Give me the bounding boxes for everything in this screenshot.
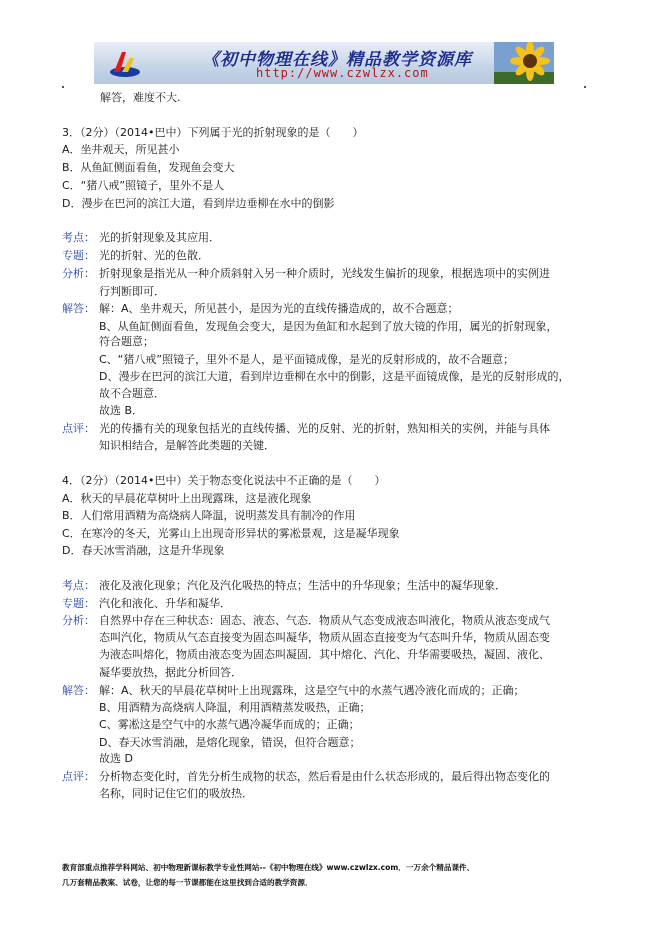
q3-jieda-line: B、从鱼缸侧面看鱼，发现鱼会变大，是因为鱼缸和水起到了放大镜的作用，属光的折射现象， xyxy=(99,320,558,333)
q3-option: B．从鱼缸侧面看鱼，发现鱼会变大 xyxy=(62,161,235,174)
q4-fenxi-label: 分析： xyxy=(62,614,95,627)
q3-jieda-line: C、“猪八戒”照镜子，里外不是人，是平面镜成像，是光的反射形成的，故不合题意； xyxy=(99,353,515,366)
site-logo-icon xyxy=(108,48,142,80)
q3-dianping-label: 点评： xyxy=(62,422,95,435)
corner-mark xyxy=(62,86,64,88)
q3-jieda-label: 解答： xyxy=(62,302,95,315)
q4-jieda-line: B、用酒精为高烧病人降温，利用酒精蒸发吸热，正确； xyxy=(99,701,371,714)
q3-kaodian-label: 考点： xyxy=(62,231,95,244)
q4-jieda-label: 解答： xyxy=(62,684,95,697)
q3-option: C．“猪八戒”照镜子，里外不是人 xyxy=(62,179,225,192)
prev-answer-tail: 解答，难度不大. xyxy=(100,91,181,104)
q4-dianping-line: 名称，同时记住它们的吸放热． xyxy=(99,787,253,800)
q3-option: D．漫步在巴河的滨江大道，看到岸边垂柳在水中的倒影 xyxy=(62,197,335,210)
site-title: 《初中物理在线》精品教学资源库 xyxy=(202,50,472,70)
corner-mark xyxy=(584,86,586,88)
q3-jieda-line: 故不合题意． xyxy=(99,387,165,400)
header-banner xyxy=(94,42,554,84)
q4-option: C．在寒冷的冬天，光雾山上出现奇形异状的雾凇景观，这是凝华现象 xyxy=(62,527,400,540)
q3-jieda-line: 故选 B． xyxy=(99,404,144,417)
q3-fenxi-label: 分析： xyxy=(62,267,95,280)
q4-fenxi-line: 自然界中存在三种状态：固态、液态、气态．物质从气态变成液态叫液化，物质从液态变成气 xyxy=(99,614,550,627)
q4-option: B．人们常用酒精为高烧病人降温，说明蒸发具有制冷的作用 xyxy=(62,509,356,522)
q4-kaodian: 液化及液化现象；汽化及汽化吸热的特点；生活中的升华现象；生活中的凝华现象． xyxy=(99,579,506,592)
q4-zhuanti: 汽化和液化、升华和凝华． xyxy=(99,597,231,610)
footer-line: 几万套精品教案、试卷，让您的每一节课都能在这里找到合适的教学资源． xyxy=(62,878,313,887)
q3-jieda-line: 解：A、坐井观天，所见甚小，是因为光的直线传播造成的，故不合题意； xyxy=(99,302,459,315)
q4-stem: 4．（2分）（2014•巴中）关于物态变化说法中不正确的是（ ） xyxy=(62,474,386,487)
q4-jieda-line: C、雾凇这是空气中的水蒸气遇冷凝华而成的；正确； xyxy=(99,718,360,731)
footer-line: 教育部重点推荐学科网站、初中物理新课标教学专业性网站--《初中物理在线》www.czwlzx.com．一万余个精品课件、 xyxy=(62,863,475,872)
q4-dianping-line: 分析物态变化时，首先分析生成物的状态，然后看是由什么状态形成的，最后得出物态变化的 xyxy=(99,770,550,783)
q4-dianping-label: 点评： xyxy=(62,770,95,783)
site-url[interactable]: http://www.czwlzx.com xyxy=(256,66,429,80)
q3-jieda-line: D、漫步在巴河的滨江大道，看到岸边垂柳在水中的倒影，这是平面镜成像，是光的反射形成的， xyxy=(99,370,570,383)
q4-option: D．春天冰雪消融，这是升华现象 xyxy=(62,544,225,557)
q3-dianping-line: 知识相结合，是解答此类题的关键． xyxy=(99,439,275,452)
q4-zhuanti-label: 专题： xyxy=(62,597,95,610)
q3-jieda-line: 符合题意； xyxy=(99,335,154,348)
q3-fenxi-line: 行判断即可． xyxy=(99,285,165,298)
q3-zhuanti: 光的折射、光的色散． xyxy=(99,249,209,262)
sunflower-icon xyxy=(494,42,554,84)
q4-fenxi-line: 为液态叫熔化，物质由液态变为固态叫凝固．其中熔化、汽化、升华需要吸热，凝固、液化、 xyxy=(99,648,550,661)
q4-fenxi-line: 态叫汽化，物质从气态直接变为固态叫凝华，物质从固态直接变为气态叫升华，物质从固态变 xyxy=(99,631,550,644)
q4-option: A．秋天的早晨花草树叶上出现露珠，这是液化现象 xyxy=(62,492,312,505)
q3-kaodian: 光的折射现象及其应用． xyxy=(99,231,220,244)
q4-jieda-line: D、春天冰雪消融，是熔化现象，错误，但符合题意； xyxy=(99,736,361,749)
q4-jieda-line: 故选 D xyxy=(99,752,133,765)
q3-zhuanti-label: 专题： xyxy=(62,249,95,262)
q4-fenxi-line: 凝华要放热，据此分析回答． xyxy=(99,666,242,679)
q3-stem: 3．（2分）（2014•巴中）下列属于光的折射现象的是（ ） xyxy=(62,126,364,139)
q3-option: A．坐井观天，所见甚小 xyxy=(62,143,180,156)
q3-dianping-line: 光的传播有关的现象包括光的直线传播、光的反射、光的折射，熟知相关的实例，并能与具体 xyxy=(99,422,550,435)
q4-kaodian-label: 考点： xyxy=(62,579,95,592)
q3-fenxi-line: 折射现象是指光从一种介质斜射入另一种介质时，光线发生偏折的现象，根据选项中的实例进 xyxy=(99,267,550,280)
q4-jieda-line: 解：A、秋天的早晨花草树叶上出现露珠，这是空气中的水蒸气遇冷液化而成的；正确； xyxy=(99,684,525,697)
